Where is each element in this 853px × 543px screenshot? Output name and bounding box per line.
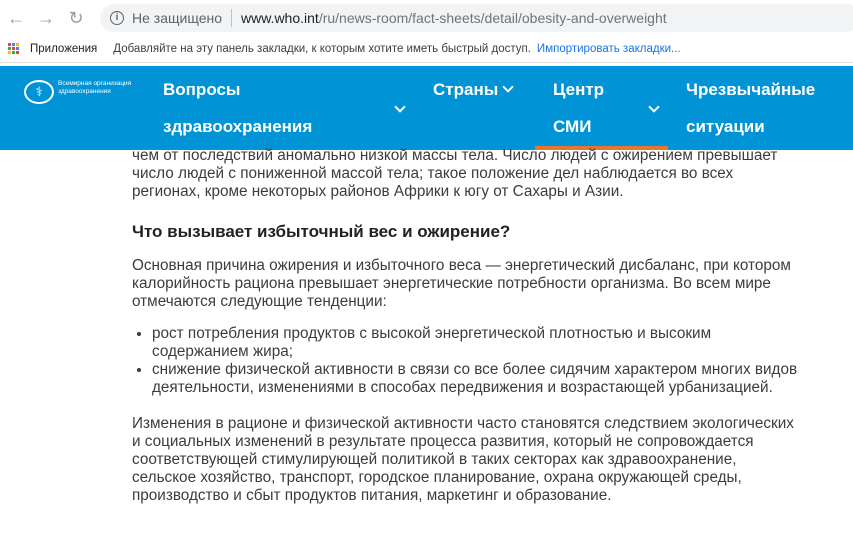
chevron-down-icon[interactable] — [644, 102, 658, 120]
list-item: • снижение физической активности в связи со все более сидячим характером многих видов деятельности, изменениями в способах передвижения и возрастающей урбанизацией. — [152, 361, 802, 397]
chevron-down-icon — [503, 81, 514, 92]
arrow-right-icon[interactable]: → — [37, 8, 55, 28]
site-header — [0, 66, 853, 150]
trend-list — [132, 325, 802, 397]
article-body — [132, 147, 802, 505]
list-item: • рост потребления продуктов с высокой энергетической плотностью и высоким содержанием жира; — [152, 325, 802, 361]
who-logo-text: Всемирная организация здравоохранения — [58, 80, 132, 95]
reload-icon[interactable]: ↻ — [68, 8, 84, 28]
nav-media-centre[interactable]: Центр СМИ — [553, 80, 605, 136]
nav-health-topics[interactable]: Вопросы здравоохранения — [163, 80, 313, 136]
nav-emergencies[interactable]: Чрезвычайные ситуации — [686, 80, 816, 136]
info-icon[interactable]: i — [110, 11, 124, 25]
import-bookmarks-link[interactable]: Импортировать закладки... — [536, 42, 681, 55]
who-emblem-icon: ⚕ — [24, 80, 54, 104]
article-paragraph: Изменения в рационе и физической активности часто становятся следствием экологических и социальных изменений в результате процесса развития, который не сопровождается соответствующей стимулирующей политикой в таких секторах как здравоохранение, сельское хозяйство, транспорт, городское планирование, охрана окружающей среды, производство и сбыт продуктов питания, маркетинг и образование. — [132, 415, 794, 504]
url-host[interactable]: www.who.int — [241, 10, 319, 26]
apps-link[interactable]: Приложения — [30, 42, 98, 55]
arrow-left-icon[interactable]: ← — [7, 8, 25, 28]
article-paragraph: Основная причина ожирения и избыточного веса — энергетический дисбаланс, при котором калорийность рациона превышает энергетические потребности организма. Во всем мире отмечаются следующие тенденции: — [132, 257, 791, 310]
chevron-down-icon[interactable] — [390, 102, 404, 120]
nav-countries-label: Страны — [433, 80, 499, 99]
address-bar[interactable] — [100, 4, 853, 32]
browser-toolbar — [0, 0, 853, 35]
bookmarks-bar — [0, 35, 853, 63]
apps-grid-icon[interactable] — [8, 43, 20, 55]
section-heading: Что вызывает избыточный вес и ожирение? — [132, 222, 511, 241]
article-paragraph: чем от последствий аномально низкой массы тела. Число людей с ожирением превышает число людей с пониженной массой тела; такое положение дел наблюдается во всех регионах, кроме некоторых районов Африки к югу от Сахары и Азии. — [132, 147, 778, 200]
nav-countries[interactable] — [433, 71, 512, 108]
bookmarks-hint: Добавляйте на эту панель закладки, к которым хотите иметь быстрый доступ. — [113, 42, 531, 55]
address-separator — [231, 9, 232, 27]
who-logo[interactable] — [24, 80, 168, 104]
url-path[interactable]: /ru/news-room/fact-sheets/detail/obesity-and-overweight — [318, 10, 667, 26]
security-label[interactable]: Не защищено — [132, 10, 222, 26]
